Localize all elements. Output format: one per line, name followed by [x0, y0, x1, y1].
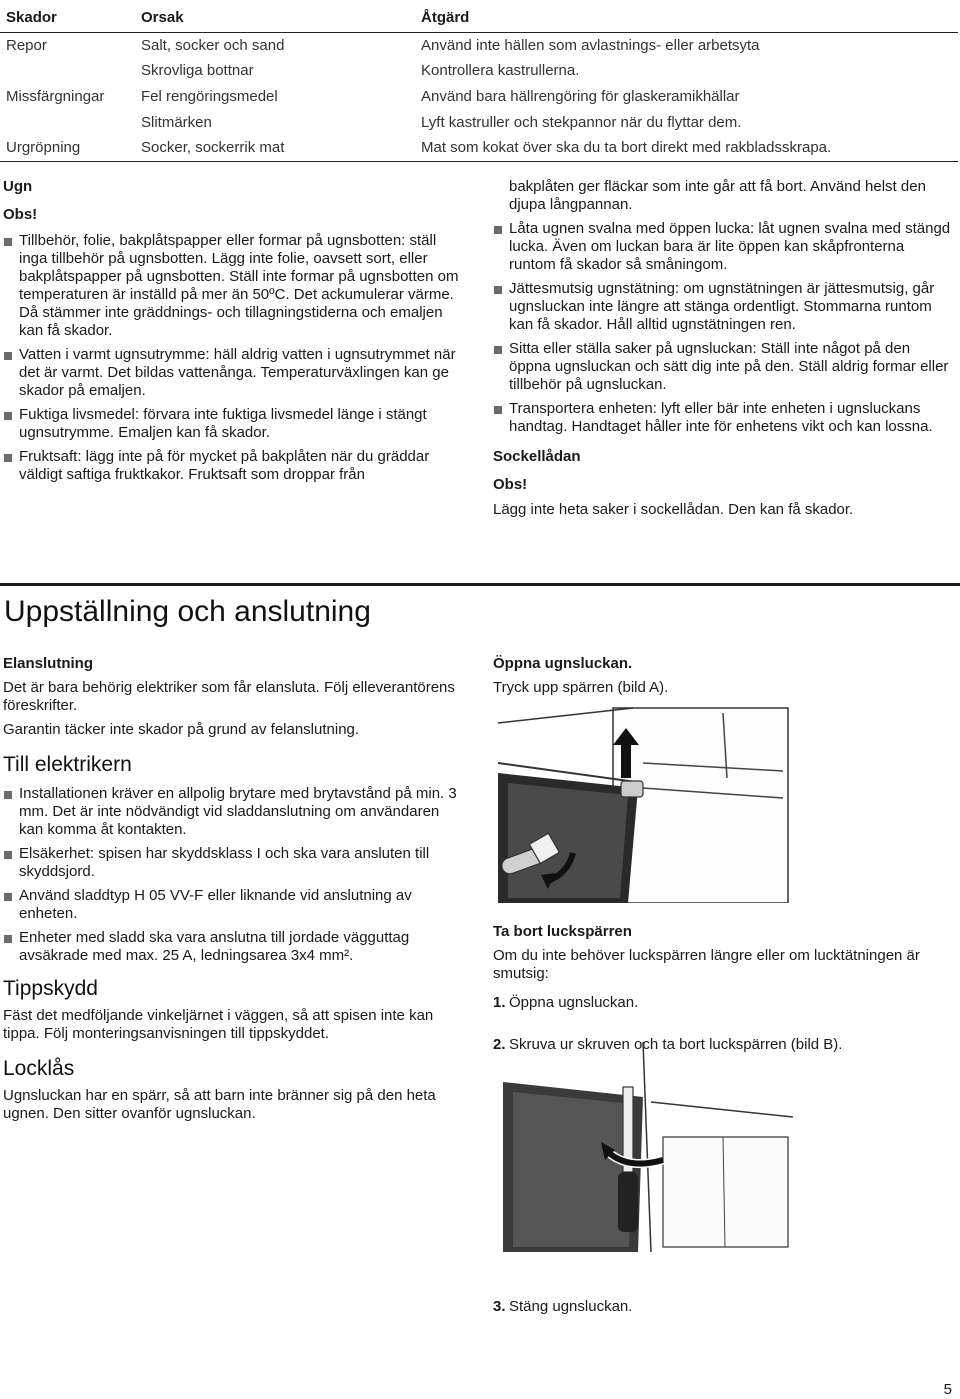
obs-label: Obs!	[493, 476, 528, 493]
section-heading: Ugn	[3, 178, 33, 195]
table-cell: Kontrollera kastrullerna.	[421, 62, 580, 80]
paragraph: Fäst det medföljande vinkeljärnet i väggen, så att spisen inte kan tippa. Följ monteringsanvisningen till tippskyddet.	[3, 1007, 434, 1042]
list-item: Låta ugnen svalna med öppen lucka: låt ugnen svalna med stängd lucka. Även om luckan bara är lite öppen kan skåpfronterna runtom få skador så småningom.	[493, 220, 955, 274]
divider	[0, 583, 960, 586]
table-cell: Mat som kokat över ska du ta bort direkt med rakbladsskrapa.	[415, 135, 958, 161]
table-cell: Salt, socker och sand	[141, 36, 285, 54]
list-item	[493, 1298, 960, 1316]
column-header: Orsak	[135, 4, 415, 33]
list-item: Sitta eller ställa saker på ugnsluckan: Ställ inte något på den öppna ugnsluckan och sätt dig inte på den. Ställ aldrig formar eller tillbehör på ugnsluckan.	[493, 340, 955, 394]
section-heading: Locklås	[3, 1057, 75, 1080]
table-cell: Repor	[6, 36, 47, 54]
paragraph: Det är bara behörig elektriker som får elansluta. Följ elleverantörens föreskrifter.	[3, 679, 455, 714]
list-item: Tillbehör, folie, bakplåtspapper eller formar på ugnsbotten: ställ inga tillbehör på ugnsbotten. Lägg inte folie, oavsett sort, eller bakplåtspapper på ugnsbotten. Ställ inte formar på ugnsbotten om temperaturen är inställd på mer än 50ºC. Det ackumulerar värme. Då stämmer inte gräddnings- och tillagningstiderna och emaljen kan få skador.	[3, 232, 461, 340]
paragraph: Garantin täcker inte skador på grund av felanslutning.	[3, 721, 360, 738]
table-cell	[0, 110, 135, 136]
list-item: Transportera enheten: lyft eller bär inte enheten i ugnsluckans handtag. Handtaget håller inte för enhetens vikt och kan lossna.	[493, 400, 955, 436]
section-heading: Tippskydd	[3, 977, 98, 1000]
obs-label: Obs!	[3, 206, 38, 223]
section-heading: Sockellådan	[493, 448, 581, 465]
list-item	[493, 994, 960, 1012]
page-number: 5	[943, 1381, 952, 1398]
ugn-section	[3, 178, 461, 490]
list-item: Fruktsaft: lägg inte på för mycket på bakplåten när du gräddar väldigt saftiga fruktkakor. Fruktsaft som droppar från	[3, 448, 461, 484]
table-cell: Använd bara hällrengöring för glaskeramikhällar	[421, 87, 740, 105]
door-lock-illustration-a	[493, 703, 793, 903]
table-cell: Urgröpning	[0, 135, 135, 161]
table-row	[0, 135, 958, 161]
page-title: Uppställning och anslutning	[4, 595, 371, 628]
table-cell: Skrovliga bottnar	[141, 62, 254, 80]
list-item: Vatten i varmt ugnsutrymme: häll aldrig vatten i ugnsutrymmet när det är varmt. Det bildas vattenånga. Temperaturväxlingen kan ge skador på emaljen.	[3, 346, 461, 400]
paragraph: Lägg inte heta saker i sockellådan. Den kan få skador.	[493, 501, 854, 518]
paragraph: Tryck upp spärren (bild A).	[493, 679, 669, 696]
list-item-continuation: bakplåten ger fläckar som inte går att få bort. Använd helst den djupa långpannan.	[509, 178, 926, 213]
damage-table	[0, 4, 958, 162]
column-header: Åtgärd	[415, 4, 958, 33]
section-heading: Elanslutning	[3, 655, 93, 672]
step-text: Skruva ur skruven och ta bort luckspärren (bild B).	[509, 1036, 843, 1053]
step-text: Öppna ugnsluckan.	[509, 994, 639, 1011]
table-cell: Fel rengöringsmedel	[141, 87, 278, 105]
step-text: Stäng ugnsluckan.	[509, 1298, 633, 1315]
list-item: Fuktiga livsmedel: förvara inte fuktiga livsmedel länge i stängt ugnsutrymme. Emaljen kan få skador.	[3, 406, 461, 442]
section-heading: Ta bort luckspärren	[493, 923, 632, 940]
column-header: Skador	[0, 4, 135, 33]
list-item: Installationen kräver en allpolig brytare med brytavstånd på min. 3 mm. Det är inte nödvändigt vid sladdanslutning om användaren kan komma åt kontakten.	[3, 785, 461, 839]
table-cell: Slitmärken	[141, 113, 212, 131]
table-row	[0, 33, 958, 59]
section-heading: Öppna ugnsluckan.	[493, 655, 633, 672]
table-cell: Socker, sockerrik mat	[135, 135, 415, 161]
table-cell	[0, 59, 135, 85]
table-row	[0, 84, 958, 110]
section-heading: Till elektrikern	[3, 753, 132, 776]
paragraph: Om du inte behöver luckspärren längre eller om lucktätningen är smutsig:	[493, 947, 920, 982]
table-cell: Lyft kastruller och stekpannor när du flyttar dem.	[421, 113, 742, 131]
table-cell: Använd inte hällen som avlastnings- eller arbetsyta	[421, 36, 760, 54]
table-row	[0, 59, 958, 85]
installation-column	[3, 655, 461, 1123]
table-row	[0, 110, 958, 136]
table-header-row	[0, 4, 958, 33]
screwdriver-illustration-b	[493, 1042, 793, 1252]
paragraph: Ugnsluckan har en spärr, så att barn inte bränner sig på den heta ugnen. Den sitter ovanför ugnsluckan.	[3, 1087, 436, 1122]
step-number: 2.	[493, 1036, 506, 1053]
list-item: Elsäkerhet: spisen har skyddsklass I och ska vara ansluten till skyddsjord.	[3, 845, 461, 881]
step-number: 1.	[493, 994, 506, 1011]
step-number: 3.	[493, 1298, 506, 1315]
list-item: Enheter med sladd ska vara anslutna till jordade vägguttag avsäkrade med max. 25 A, ledningsarea 3x4 mm².	[3, 929, 461, 965]
ugn-section-continued	[493, 178, 955, 519]
list-item: Använd sladdtyp H 05 VV-F eller liknande vid anslutning av enheten.	[3, 887, 461, 923]
table-cell: Missfärgningar	[6, 87, 105, 105]
list-item: Jättesmutsig ugnstätning: om ugnstätningen är jättesmutsig, går ugnsluckan inte längre att stänga ordentligt. Stommarna runtom kan få skador. Håll alltid ugnstätningen ren.	[493, 280, 955, 334]
